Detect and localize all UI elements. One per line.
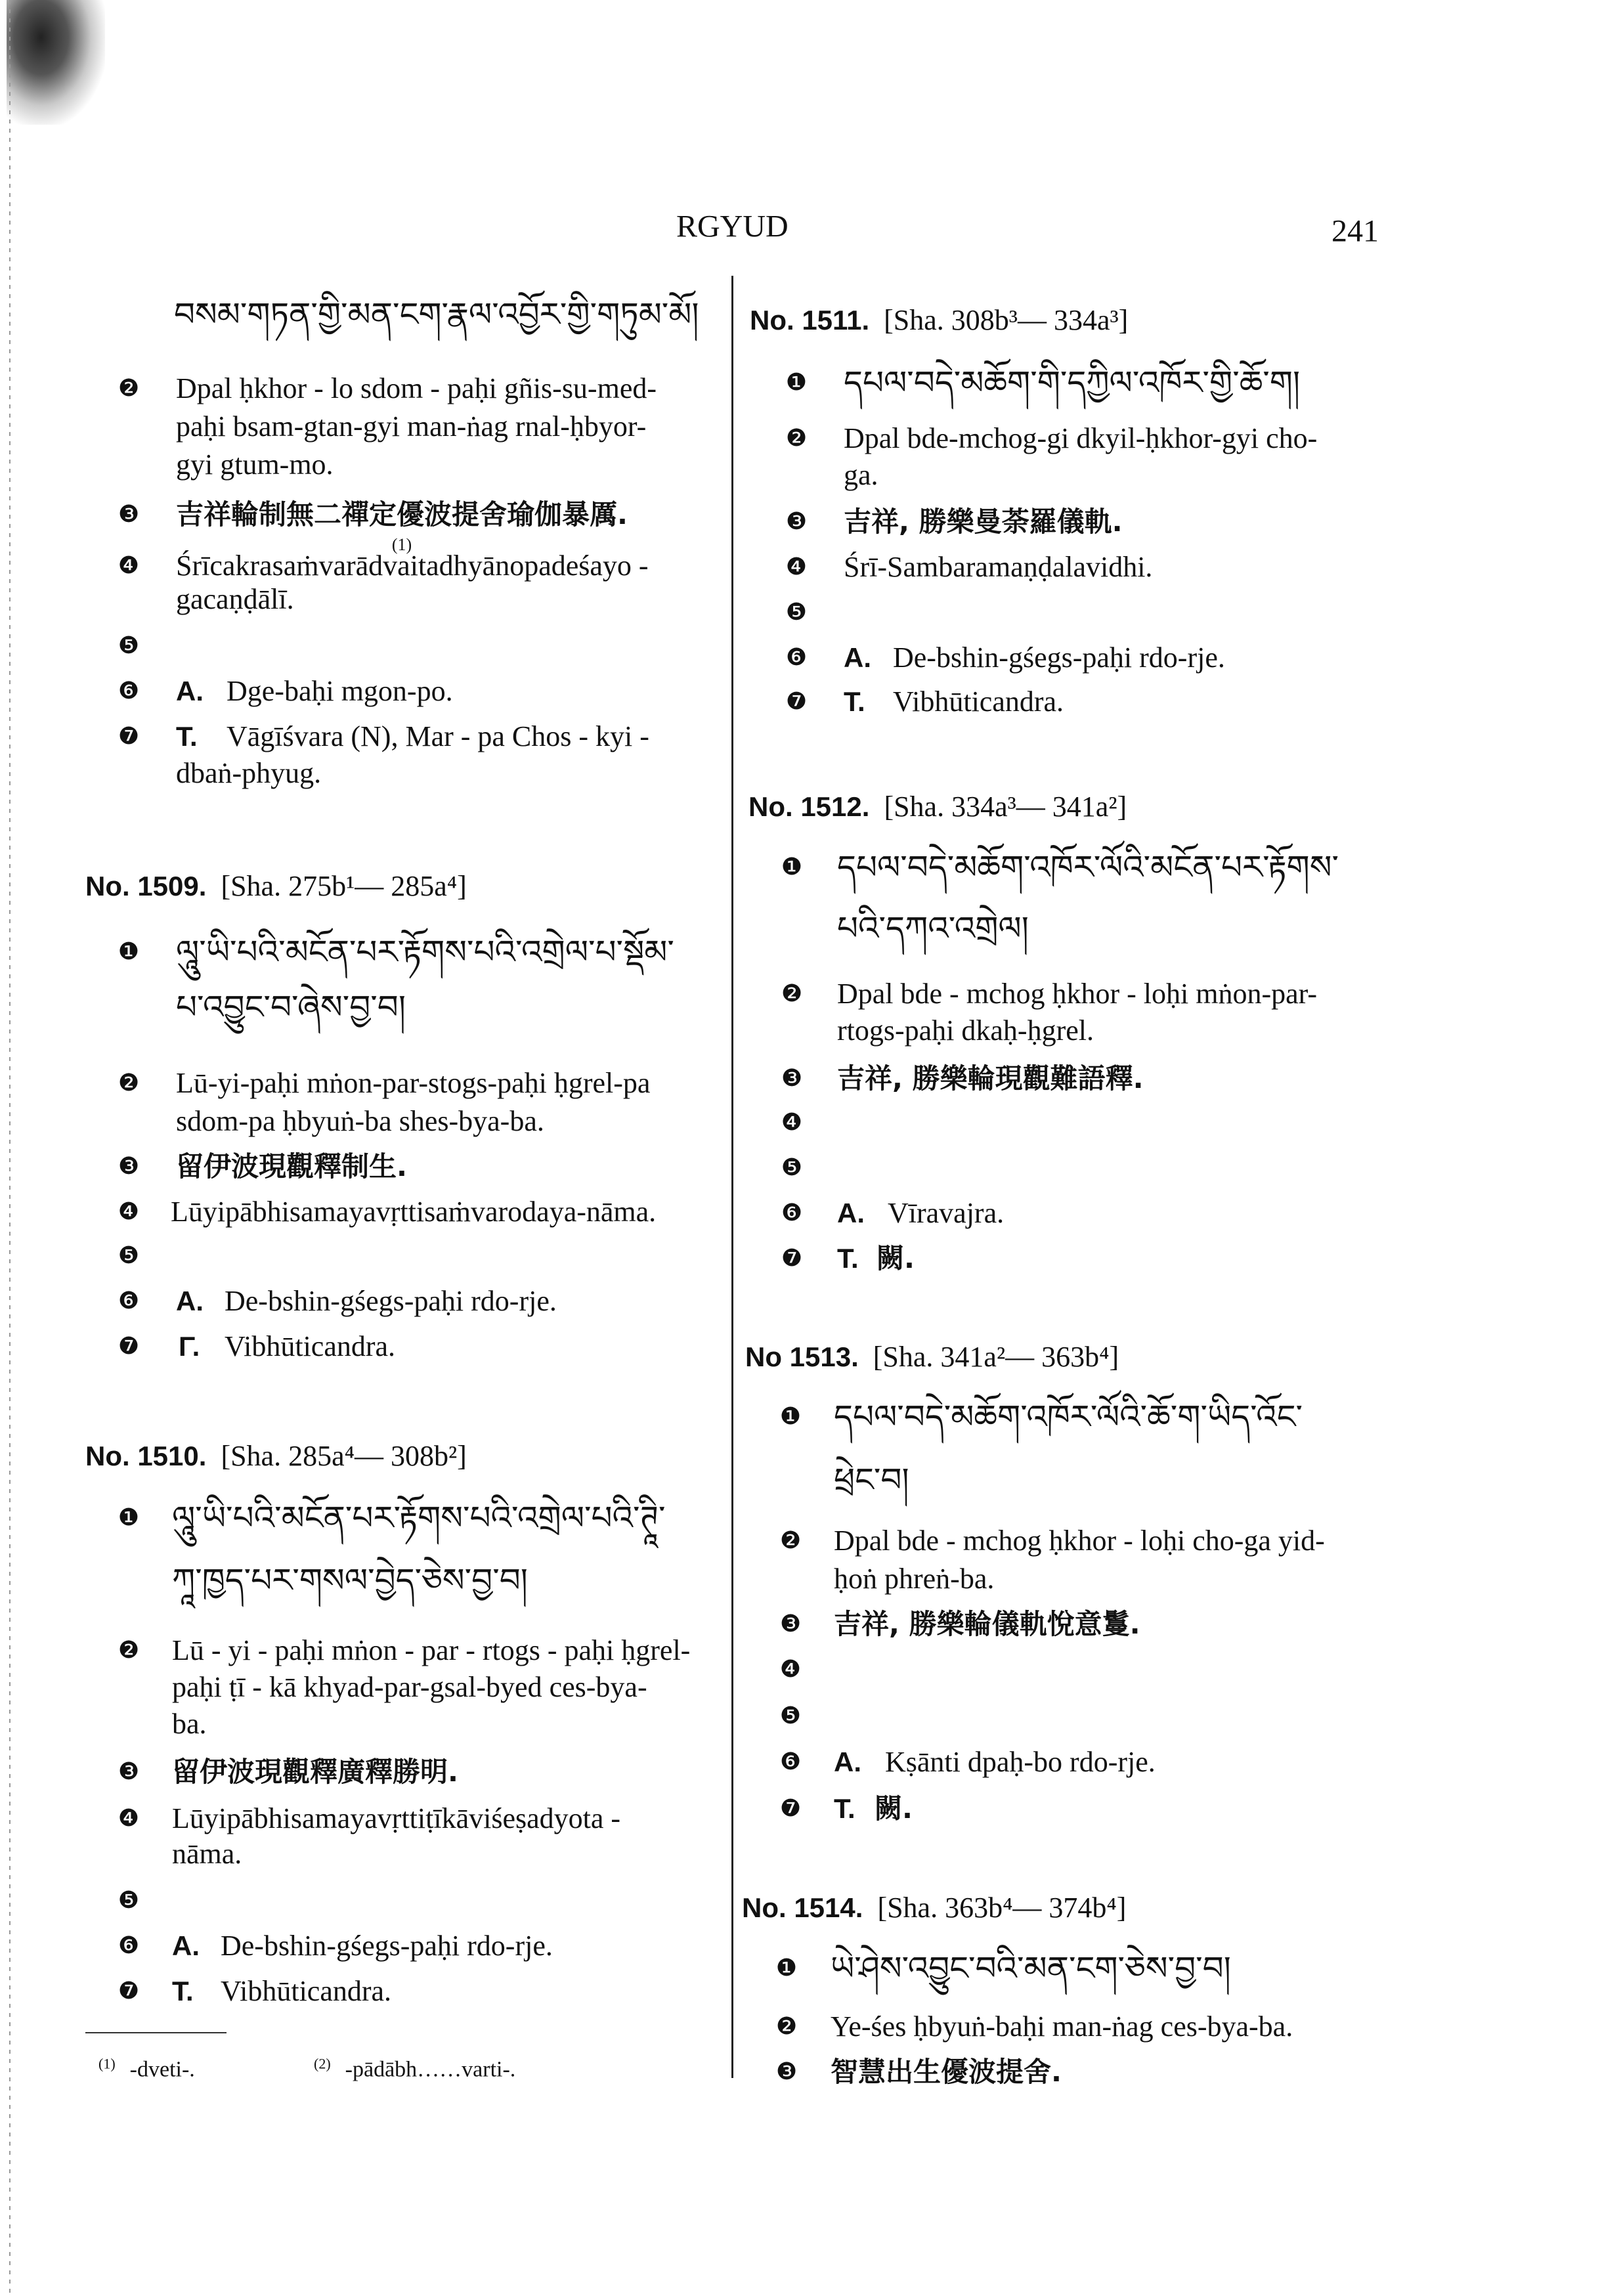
marker-1: ❶ bbox=[781, 854, 803, 880]
translator-label: Γ. bbox=[179, 1331, 200, 1362]
marker-4: ❹ bbox=[781, 1109, 803, 1136]
marker-6: ❻ bbox=[118, 678, 140, 704]
folio-ref: [Sha. 334a³— 341a²] bbox=[884, 791, 1127, 823]
author-label: A. bbox=[837, 1198, 865, 1228]
marker-4: ❹ bbox=[785, 553, 808, 580]
sanskrit-title: Lūyipābhisamayavṛttiṭīkāviśeṣadyota - bbox=[172, 1802, 621, 1834]
tibetan-title: ལཱུ་ཡི་པའི་མངོན་པར་རྟོགས་པའི་འགྲེལ་པ་སྡོམ་ bbox=[176, 933, 674, 971]
scan-smudge bbox=[7, 0, 105, 125]
author-name: Dge-baḥi mgon-po. bbox=[227, 675, 453, 707]
translator-label: T. bbox=[837, 1243, 859, 1274]
marker-1: ❶ bbox=[118, 938, 140, 965]
author-label: A. bbox=[172, 1930, 200, 1961]
marker-3: ❸ bbox=[775, 2058, 798, 2085]
page-edge bbox=[9, 0, 11, 2296]
author-label: A. bbox=[176, 676, 204, 706]
entry-heading bbox=[742, 1894, 1126, 1922]
footnote-1 bbox=[98, 2055, 195, 2082]
translator-name: Vibhūticandra. bbox=[225, 1330, 396, 1362]
author-label: A. bbox=[834, 1746, 861, 1777]
marker-2: ❷ bbox=[781, 980, 803, 1007]
column-divider bbox=[731, 276, 733, 2078]
tibetan-transliteration: paḥi bsam-gtan-gyi man-ṅag rnal-ḥbyor- bbox=[176, 410, 647, 443]
tibetan-title: པའི་དཀའ་འགྲེལ། bbox=[837, 909, 1029, 947]
footnote-mark: (1) bbox=[98, 2055, 116, 2072]
chinese-title: 吉祥, 勝樂曼荼羅儀軌. bbox=[844, 506, 1123, 538]
translator-name: Vāgīśvara (N), Mar - pa Chos - kyi - bbox=[227, 720, 649, 752]
tibetan-transliteration: Ye-śes ḥbyuṅ-baḥi man-ṅag ces-bya-ba. bbox=[831, 2010, 1293, 2043]
marker-6: ❻ bbox=[118, 1288, 140, 1314]
marker-6: ❻ bbox=[781, 1200, 803, 1226]
tibetan-title: ཡེ་ཤེས་འབྱུང་བའི་མན་ངག་ཅེས་བྱ་བ། bbox=[831, 1949, 1231, 1987]
translator-name: 闕. bbox=[876, 1242, 915, 1274]
tibetan-transliteration: ḥoṅ phreṅ-ba. bbox=[834, 1563, 995, 1595]
sanskrit-title: Śrīcakrasaṁvarādvaitadhyānopadeśayo - bbox=[176, 550, 649, 582]
marker-1: ❶ bbox=[118, 1504, 140, 1531]
tibetan-transliteration: rtogs-paḥi dkaḥ-ḥgrel. bbox=[837, 1014, 1094, 1047]
entry-number: No. 1511. bbox=[750, 305, 870, 336]
entry-heading bbox=[750, 306, 1128, 335]
entry-heading bbox=[85, 1442, 467, 1471]
marker-6: ❻ bbox=[779, 1748, 802, 1775]
entry-number: No. 1509. bbox=[85, 871, 207, 901]
entry-number: No. 1514. bbox=[742, 1892, 863, 1923]
marker-4: ❹ bbox=[118, 1805, 140, 1832]
entry-heading bbox=[745, 1343, 1119, 1372]
tibetan-title: དཔལ་བདེ་མཆོག་འཁོར་ལོའི་ཆོ་ག་ཡིད་འོང་ bbox=[834, 1398, 1303, 1436]
author-name: Vīravajra. bbox=[888, 1197, 1005, 1229]
marker-1: ❶ bbox=[775, 1955, 798, 1982]
footnote-rule bbox=[85, 2032, 227, 2033]
tibetan-title: པ་འབྱུང་བ་ཞེས་བྱ་བ། bbox=[176, 988, 406, 1026]
marker-2: ❷ bbox=[785, 425, 808, 452]
tibetan-transliteration: sdom-pa ḥbyuṅ-ba shes-bya-ba. bbox=[176, 1105, 544, 1137]
running-header: RGYUD bbox=[676, 209, 789, 244]
tibetan-transliteration: ga. bbox=[844, 459, 878, 491]
translator-name: Vibhūticandra. bbox=[893, 685, 1064, 718]
marker-2: ❷ bbox=[118, 1637, 140, 1664]
marker-3: ❸ bbox=[781, 1065, 803, 1092]
marker-7: ❼ bbox=[118, 723, 140, 750]
marker-6: ❻ bbox=[118, 1932, 140, 1959]
folio-ref: [Sha. 341a²— 363b⁴] bbox=[873, 1341, 1119, 1373]
marker-7: ❼ bbox=[118, 1333, 140, 1360]
translator-name: Vibhūticandra. bbox=[221, 1975, 392, 2007]
author-name: De-bshin-gśegs-paḥi rdo-rje. bbox=[893, 641, 1225, 674]
translator-label: T. bbox=[176, 721, 198, 752]
chinese-title: 智慧出生優波提舍. bbox=[831, 2056, 1062, 2088]
translator-label: T. bbox=[834, 1793, 855, 1824]
chinese-title: 留伊波現觀釋制生. bbox=[176, 1150, 407, 1182]
marker-7: ❼ bbox=[781, 1245, 803, 1272]
tibetan-transliteration: Dpal bde - mchog ḥkhor - loḥi cho-ga yid- bbox=[834, 1525, 1325, 1557]
tibetan-transliteration: Lū-yi-paḥi mṅon-par-stogs-paḥi ḥgrel-pa bbox=[176, 1067, 651, 1099]
marker-5: ❺ bbox=[118, 632, 140, 659]
footnote-2 bbox=[314, 2055, 515, 2082]
tibetan-transliteration: Dpal bde-mchog-gi dkyil-ḥkhor-gyi cho- bbox=[844, 422, 1318, 454]
tibetan-transliteration: gyi gtum-mo. bbox=[176, 448, 334, 481]
folio-ref: [Sha. 308b³— 334a³] bbox=[884, 304, 1129, 336]
tibetan-transliteration: Dpal ḥkhor - lo sdom - paḥi gñis-su-med- bbox=[176, 372, 657, 404]
entry-number: No. 1510. bbox=[85, 1440, 207, 1471]
marker-5: ❺ bbox=[781, 1154, 803, 1181]
translator-label: T. bbox=[844, 686, 865, 717]
marker-5: ❺ bbox=[785, 599, 808, 626]
tibetan-transliteration: Lū - yi - paḥi mṅon - par - rtogs - paḥi ḥgrel- bbox=[172, 1634, 691, 1666]
folio-ref: [Sha. 285a⁴— 308b²] bbox=[221, 1440, 467, 1472]
marker-5: ❺ bbox=[779, 1702, 802, 1729]
footnote-text: -dveti-. bbox=[129, 2057, 195, 2082]
marker-3: ❸ bbox=[785, 508, 808, 535]
tibetan-title: ཕྲེང་བ། bbox=[834, 1461, 909, 1499]
sanskrit-title: Śrī-Sambaramaṇḍalavidhi. bbox=[844, 551, 1153, 583]
sanskrit-title: nāma. bbox=[172, 1838, 242, 1870]
marker-2: ❷ bbox=[118, 375, 140, 402]
tibetan-title: ལཱུ་ཡི་པའི་མངོན་པར་རྟོགས་པའི་འགྲེལ་པའི་ཊཱི་ bbox=[172, 1499, 666, 1537]
chinese-title: 留伊波現觀釋廣釋勝明. bbox=[172, 1756, 458, 1788]
sanskrit-title: Lūyipābhisamayavṛttisaṁvarodaya-nāma. bbox=[171, 1196, 657, 1228]
footnote-text: -pādābh……varti-. bbox=[345, 2057, 516, 2082]
marker-4: ❹ bbox=[779, 1656, 802, 1683]
folio-ref: [Sha. 275b¹— 285a⁴] bbox=[221, 870, 467, 902]
marker-4: ❹ bbox=[118, 552, 140, 579]
page-number: 241 bbox=[1331, 213, 1379, 249]
translator-name: 闕. bbox=[875, 1792, 913, 1825]
marker-2: ❷ bbox=[775, 2013, 798, 2040]
chinese-title: 吉祥, 勝樂輪現觀難語釋. bbox=[837, 1062, 1144, 1094]
author-label: A. bbox=[844, 642, 871, 673]
tibetan-title: ཀཱ་ཁྱད་པར་གསལ་བྱེད་ཅེས་བྱ་བ། bbox=[172, 1561, 528, 1599]
entry-heading bbox=[85, 872, 467, 901]
entry-heading bbox=[748, 792, 1127, 821]
author-name: De-bshin-gśegs-paḥi rdo-rje. bbox=[221, 1930, 553, 1962]
translator-name: dbaṅ-phyug. bbox=[176, 757, 322, 789]
folio-ref: [Sha. 363b⁴— 374b⁴] bbox=[877, 1892, 1127, 1924]
marker-2: ❷ bbox=[118, 1070, 140, 1096]
translator-label: T. bbox=[172, 1976, 194, 2006]
tibetan-title: དཔལ་བདེ་མཆོག་གི་དཀྱིལ་འཁོར་གྱི་ཆོ་ག། bbox=[844, 364, 1301, 402]
marker-2: ❷ bbox=[779, 1527, 802, 1554]
footnote-mark: (2) bbox=[314, 2055, 331, 2072]
marker-3: ❸ bbox=[118, 501, 140, 528]
marker-3: ❸ bbox=[779, 1611, 802, 1637]
marker-3: ❸ bbox=[118, 1153, 140, 1180]
entry-number: No. 1512. bbox=[748, 791, 870, 822]
footnote-ref: (1) bbox=[391, 535, 412, 554]
marker-1: ❶ bbox=[779, 1403, 802, 1430]
tibetan-transliteration: ba. bbox=[172, 1708, 207, 1740]
tibetan-title: དཔལ་བདེ་མཆོག་འཁོར་ལོའི་མངོན་པར་རྟོགས་ bbox=[837, 848, 1339, 886]
marker-6: ❻ bbox=[785, 644, 808, 671]
chinese-title: 吉祥, 勝樂輪儀軌悅意鬘. bbox=[834, 1608, 1140, 1640]
marker-7: ❼ bbox=[785, 688, 808, 715]
marker-5: ❺ bbox=[118, 1242, 140, 1269]
marker-7: ❼ bbox=[118, 1978, 140, 2004]
marker-4: ❹ bbox=[118, 1198, 140, 1225]
marker-5: ❺ bbox=[118, 1887, 140, 1914]
tibetan-title: བསམ་གཏན་གྱི་མན་ངག་རྣལ་འབྱོར་གྱི་གཏུམ་མོ། bbox=[174, 295, 699, 334]
chinese-title: 吉祥輪制無二禪定優波提舍瑜伽暴厲. bbox=[176, 498, 628, 531]
entry-number: No 1513. bbox=[745, 1341, 859, 1372]
author-name: Kṣānti dpaḥ-bo rdo-rje. bbox=[885, 1746, 1156, 1778]
sanskrit-title: gacaṇḍālī. bbox=[176, 583, 294, 615]
tibetan-transliteration: paḥi ṭī - kā khyad-par-gsal-byed ces-bya- bbox=[172, 1671, 647, 1703]
marker-7: ❼ bbox=[779, 1795, 802, 1822]
author-name: De-bshin-gśegs-paḥi rdo-rje. bbox=[225, 1285, 557, 1317]
author-label: A. bbox=[176, 1286, 204, 1316]
marker-3: ❸ bbox=[118, 1758, 140, 1785]
marker-1: ❶ bbox=[785, 369, 808, 396]
tibetan-transliteration: Dpal bde - mchog ḥkhor - loḥi mṅon-par- bbox=[837, 978, 1318, 1010]
